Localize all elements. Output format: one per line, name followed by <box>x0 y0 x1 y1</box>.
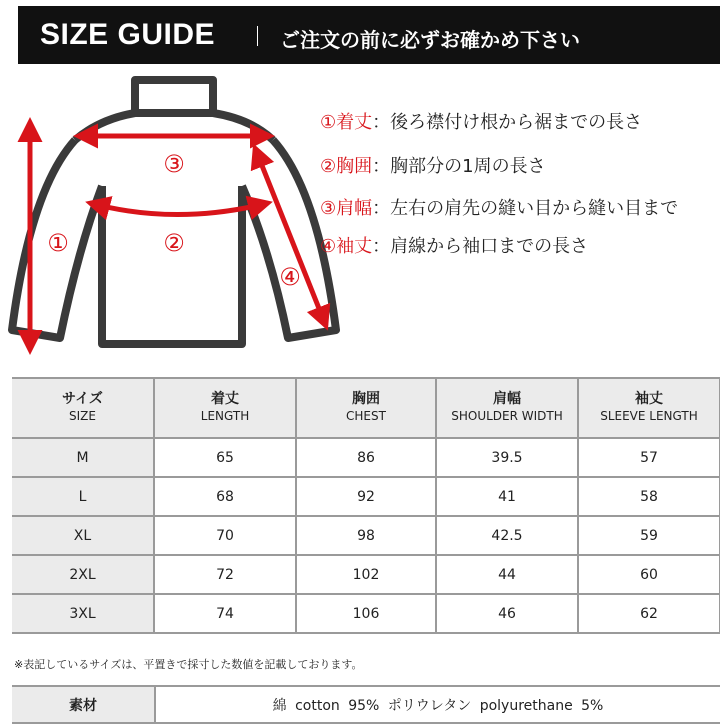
cell-size: 2XL <box>12 555 154 594</box>
cell-length: 72 <box>154 555 296 594</box>
header-size <box>12 378 154 438</box>
cell-shoulder: 39.5 <box>436 438 578 477</box>
size-guide-banner <box>18 6 720 64</box>
header-en: SHOULDER WIDTH <box>451 409 563 423</box>
table-row <box>12 438 720 477</box>
header-jp: 袖丈 <box>635 391 663 407</box>
banner-divider <box>257 26 258 46</box>
cell-shoulder: 41 <box>436 477 578 516</box>
size-table <box>12 377 720 634</box>
legend-name: 胸囲 <box>336 156 373 177</box>
legend-number: ① <box>320 112 337 133</box>
header-jp: サイズ <box>62 391 103 407</box>
header-shoulder <box>436 378 578 438</box>
legend-desc: ：胸部分の1周の長さ <box>372 156 546 177</box>
material-label: 素材 <box>12 687 156 722</box>
cell-length: 74 <box>154 594 296 633</box>
cell-sleeve: 62 <box>578 594 720 633</box>
cell-sleeve: 59 <box>578 516 720 555</box>
cell-size: L <box>12 477 154 516</box>
table-row <box>12 555 720 594</box>
banner-subtitle: ご注文の前に必ずお確かめ下さい <box>280 28 580 52</box>
cell-chest: 98 <box>296 516 436 555</box>
table-row <box>12 477 720 516</box>
table-header-row <box>12 378 720 438</box>
cell-sleeve: 57 <box>578 438 720 477</box>
legend-item-sleeve <box>320 232 588 258</box>
cell-length: 65 <box>154 438 296 477</box>
header-en: LENGTH <box>200 409 250 423</box>
cell-sleeve: 58 <box>578 477 720 516</box>
cell-length: 68 <box>154 477 296 516</box>
legend-desc: ：肩線から袖口までの長さ <box>372 236 589 257</box>
header-jp: 胸囲 <box>352 391 380 407</box>
cell-chest: 102 <box>296 555 436 594</box>
measurement-note: ※表記しているサイズは、平置きで採寸した数値を記載しております。 <box>14 658 363 671</box>
garment-diagram <box>0 64 340 364</box>
legend-item-chest <box>320 152 546 178</box>
cell-chest: 106 <box>296 594 436 633</box>
header-jp: 着丈 <box>211 391 239 407</box>
marker-length: ① <box>47 229 69 257</box>
header-jp: 肩幅 <box>493 391 521 407</box>
cell-chest: 86 <box>296 438 436 477</box>
header-en: SIZE <box>69 409 96 423</box>
cell-size: 3XL <box>12 594 154 633</box>
legend-name: 肩幅 <box>336 198 373 219</box>
cell-shoulder: 42.5 <box>436 516 578 555</box>
material-row <box>12 685 720 724</box>
table-row <box>12 594 720 633</box>
marker-sleeve: ④ <box>279 263 301 291</box>
legend-item-length <box>320 108 642 134</box>
marker-shoulder: ③ <box>163 150 185 178</box>
legend-number: ② <box>320 156 337 177</box>
header-en: CHEST <box>346 409 386 423</box>
table-row <box>12 516 720 555</box>
cell-chest: 92 <box>296 477 436 516</box>
marker-chest: ② <box>163 229 185 257</box>
cell-size: M <box>12 438 154 477</box>
cell-shoulder: 44 <box>436 555 578 594</box>
cell-size: XL <box>12 516 154 555</box>
header-chest <box>296 378 436 438</box>
header-sleeve <box>578 378 720 438</box>
legend-number: ④ <box>320 236 337 257</box>
legend-desc: ：左右の肩先の縫い目から縫い目まで <box>372 198 679 219</box>
legend-item-shoulder <box>320 194 678 220</box>
banner-title: SIZE GUIDE <box>40 18 216 51</box>
header-en: SLEEVE LENGTH <box>600 409 698 423</box>
cell-length: 70 <box>154 516 296 555</box>
material-value: 綿 cotton 95% ポリウレタン polyurethane 5% <box>272 697 604 714</box>
legend-number: ③ <box>320 198 337 219</box>
cell-shoulder: 46 <box>436 594 578 633</box>
header-length <box>154 378 296 438</box>
cell-sleeve: 60 <box>578 555 720 594</box>
legend-desc: ：後ろ襟付け根から裾までの長さ <box>372 112 643 133</box>
legend-name: 着丈 <box>336 112 373 133</box>
legend-name: 袖丈 <box>336 236 373 257</box>
